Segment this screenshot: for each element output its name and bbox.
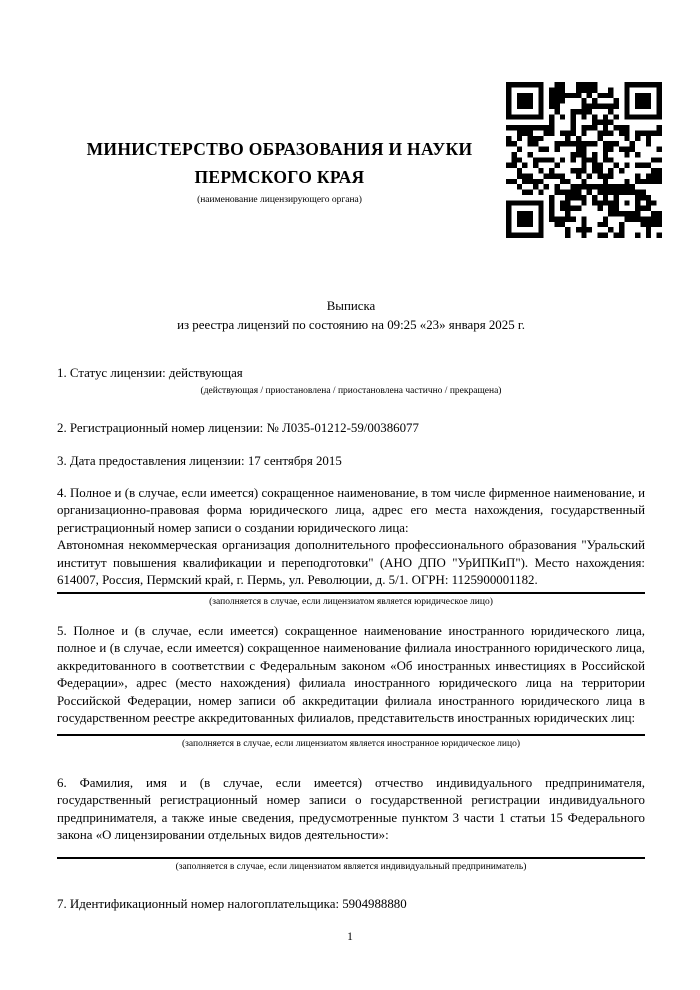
ministry-name-line2: ПЕРМСКОГО КРАЯ (194, 167, 365, 187)
ministry-caption: (наименование лицензирующего органа) (197, 195, 362, 205)
license-status-note: (действующая / приостановлена / приостановлена частично / прекращена) (200, 385, 502, 396)
licensing-authority-block (57, 135, 502, 207)
taxpayer-id-line: 7. Идентификационный номер налогоплательщика: 5904988880 (57, 896, 407, 911)
foreign-entity-caption: (заполняется в случае, если лицензиатом является иностранное юридическое лицо) (182, 738, 520, 749)
document-title-line2: из реестра лицензий по состоянию на 09:25 «23» января 2025 г. (177, 318, 525, 332)
document-title (57, 297, 645, 335)
page-number: 1 (347, 931, 353, 943)
fill-in-line-entrepreneur (57, 857, 645, 859)
document-title-line1: Выписка (326, 299, 376, 313)
entrepreneur-field-label: 6. Фамилия, имя и (в случае, если имеется) отчество индивидуального предпринимателя, государственный регистрационный номер записи о государственной регистрации индивидуального предпринимателя, а также иные сведения, предусмотренные пунктом 3 части 1 статьи 15 Федерального закона «О лицензировании отдельных видов деятельности»: (57, 775, 645, 842)
legal-entity-caption: (заполняется в случае, если лицензиатом является юридическое лицо) (209, 596, 493, 607)
legal-entity-field-value: Автономная некоммерческая организация дополнительного профессионального образования "Уральский институт повышения квалификации и переподготовки" (АНО ДПО "УрИПКиП"). Место нахождения: 614007, Россия, Пермский край, г. Пермь, ул. Революции, д. 5/1. ОГРН: 1125900001182. (57, 538, 645, 587)
entrepreneur-caption: (заполняется в случае, если лицензиатом является индивидуальный предприниматель) (175, 861, 527, 872)
ministry-name-line1: МИНИСТЕРСТВО ОБРАЗОВАНИЯ И НАУКИ (86, 139, 473, 159)
foreign-entity-field-label: 5. Полное и (в случае, если имеется) сокращенное наименование иностранного юридического лица, полное и (в случае, если имеется) сокращенное наименование филиала иностранного юридического лица, аккредитованного в соответствии с Федеральным законом «Об иностранных инвестициях в Российской Федерации», адрес (место нахождения) филиала иностранного юридического лица на территории Российской Федерации, номер записи об аккредитации филиала иностранного юридического лица в государственном реестре аккредитованных филиалов, представительств иностранных юридических лиц: (57, 623, 645, 725)
qr-code-icon (506, 82, 662, 238)
registration-number-line: 2. Регистрационный номер лицензии: № Л035-01212-59/00386077 (57, 420, 419, 435)
legal-entity-field-label: 4. Полное и (в случае, если имеется) сокращенное наименование, в том числе фирменное наименование, и организационно-правовая форма юридического лица, адрес его места нахождения, государственный регистрационный номер записи о создании юридического лица: (57, 485, 645, 535)
license-status-line: 1. Статус лицензии: действующая (57, 366, 243, 380)
fill-in-line-legal-entity (57, 592, 645, 594)
fill-in-line-foreign-entity (57, 734, 645, 736)
grant-date-line: 3. Дата предоставления лицензии: 17 сентября 2015 (57, 454, 342, 468)
